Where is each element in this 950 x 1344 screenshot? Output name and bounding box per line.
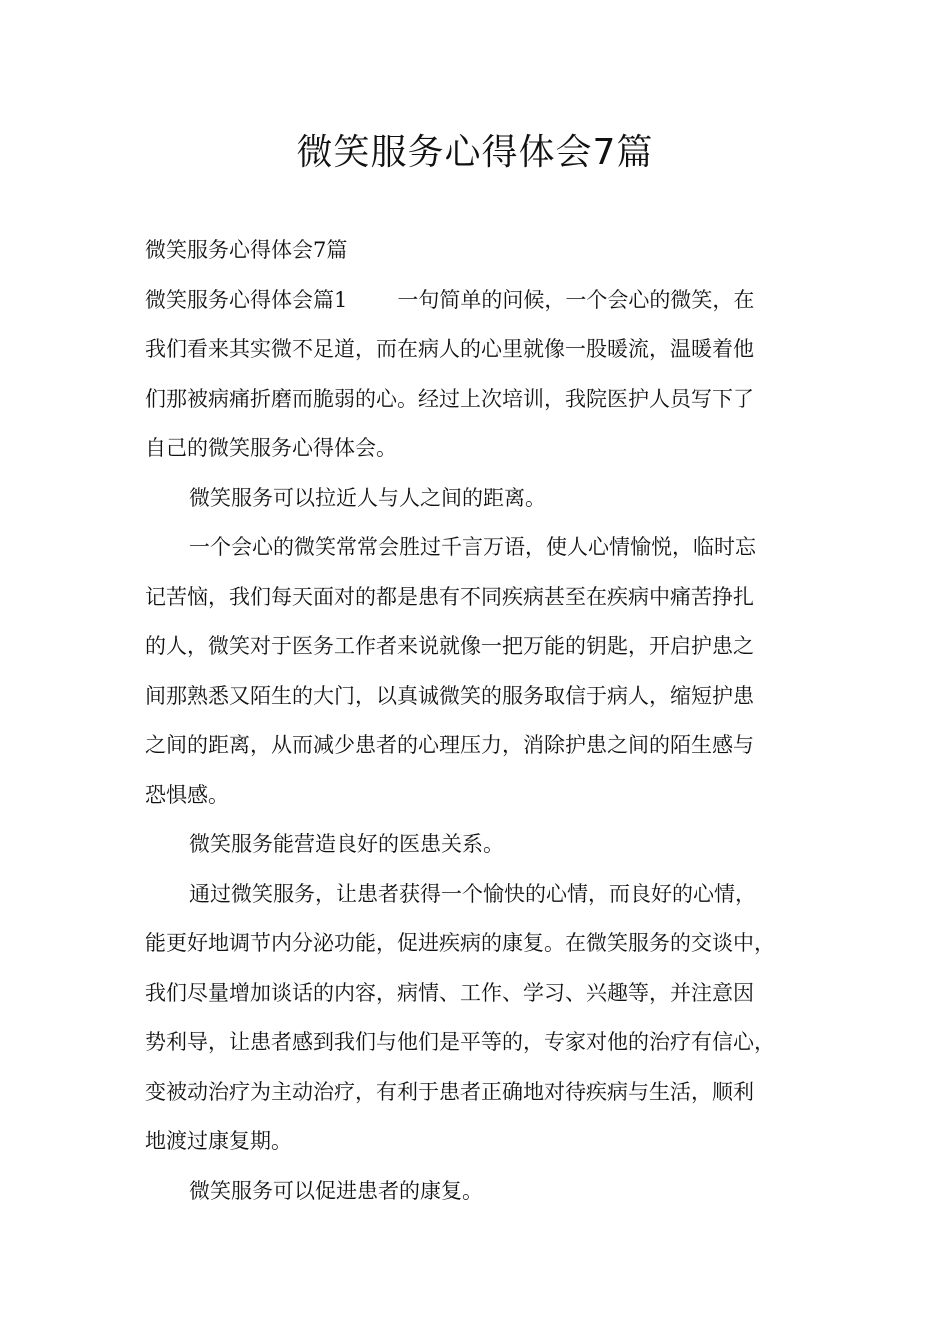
paragraph-line: 势利导，让患者感到我们与他们是平等的，专家对他的治疗有信心， — [145, 1030, 775, 1054]
paragraph-line: 记苦恼，我们每天面对的都是患有不同疾病甚至在疾病中痛苦挣扎 — [145, 584, 754, 609]
paragraph-line: 能更好地调节内分泌功能，促进疾病的康复。在微笑服务的交谈中， — [145, 931, 775, 955]
document-title: 微笑服务心得体会7篇 — [296, 132, 654, 173]
paragraph-line: 变被动治疗为主动治疗，有利于患者正确地对待疾病与生活，顺利 — [145, 1079, 754, 1104]
paragraph-line: 恐惧感。 — [145, 782, 229, 807]
paragraph-line: 们那被病痛折磨而脆弱的心。经过上次培训，我院医护人员写下了 — [145, 386, 754, 411]
paragraph-line: 的人，微笑对于医务工作者来说就像一把万能的钥匙，开启护患之 — [145, 634, 754, 658]
paragraph-line: 我们尽量增加谈话的内容，病情、工作、学习、兴趣等，并注意因 — [145, 980, 754, 1005]
paragraph-line: 间那熟悉又陌生的大门，以真诚微笑的服务取信于病人，缩短护患 — [145, 683, 754, 708]
paragraph-line: 之间的距离，从而减少患者的心理压力，消除护患之间的陌生感与 — [145, 733, 754, 757]
document-body — [145, 226, 825, 1216]
paragraph-line: 微笑服务能营造良好的医患关系。 — [189, 832, 504, 856]
paragraph-start: 一句简单的问候，一个会心的微笑，在 — [397, 287, 755, 312]
paragraph-line: 一个会心的微笑常常会胜过千言万语，使人心情愉悦，临时忘 — [189, 535, 756, 559]
paragraph-line: 自己的微笑服务心得体会。 — [145, 436, 397, 460]
section-heading: 微笑服务心得体会篇1 — [145, 287, 348, 312]
paragraph-line: 我们看来其实微不足道，而在病人的心里就像一股暖流，温暖着他 — [145, 337, 754, 361]
subtitle-line: 微笑服务心得体会7篇 — [145, 238, 348, 262]
section-heading-line — [145, 276, 825, 326]
paragraph-line: 地渡过康复期。 — [145, 1129, 292, 1153]
paragraph-line: 微笑服务可以拉近人与人之间的距离。 — [189, 485, 546, 510]
paragraph-line: 微笑服务可以促进患者的康复。 — [189, 1178, 483, 1203]
paragraph-line: 通过微笑服务，让患者获得一个愉快的心情，而良好的心情， — [189, 881, 756, 906]
